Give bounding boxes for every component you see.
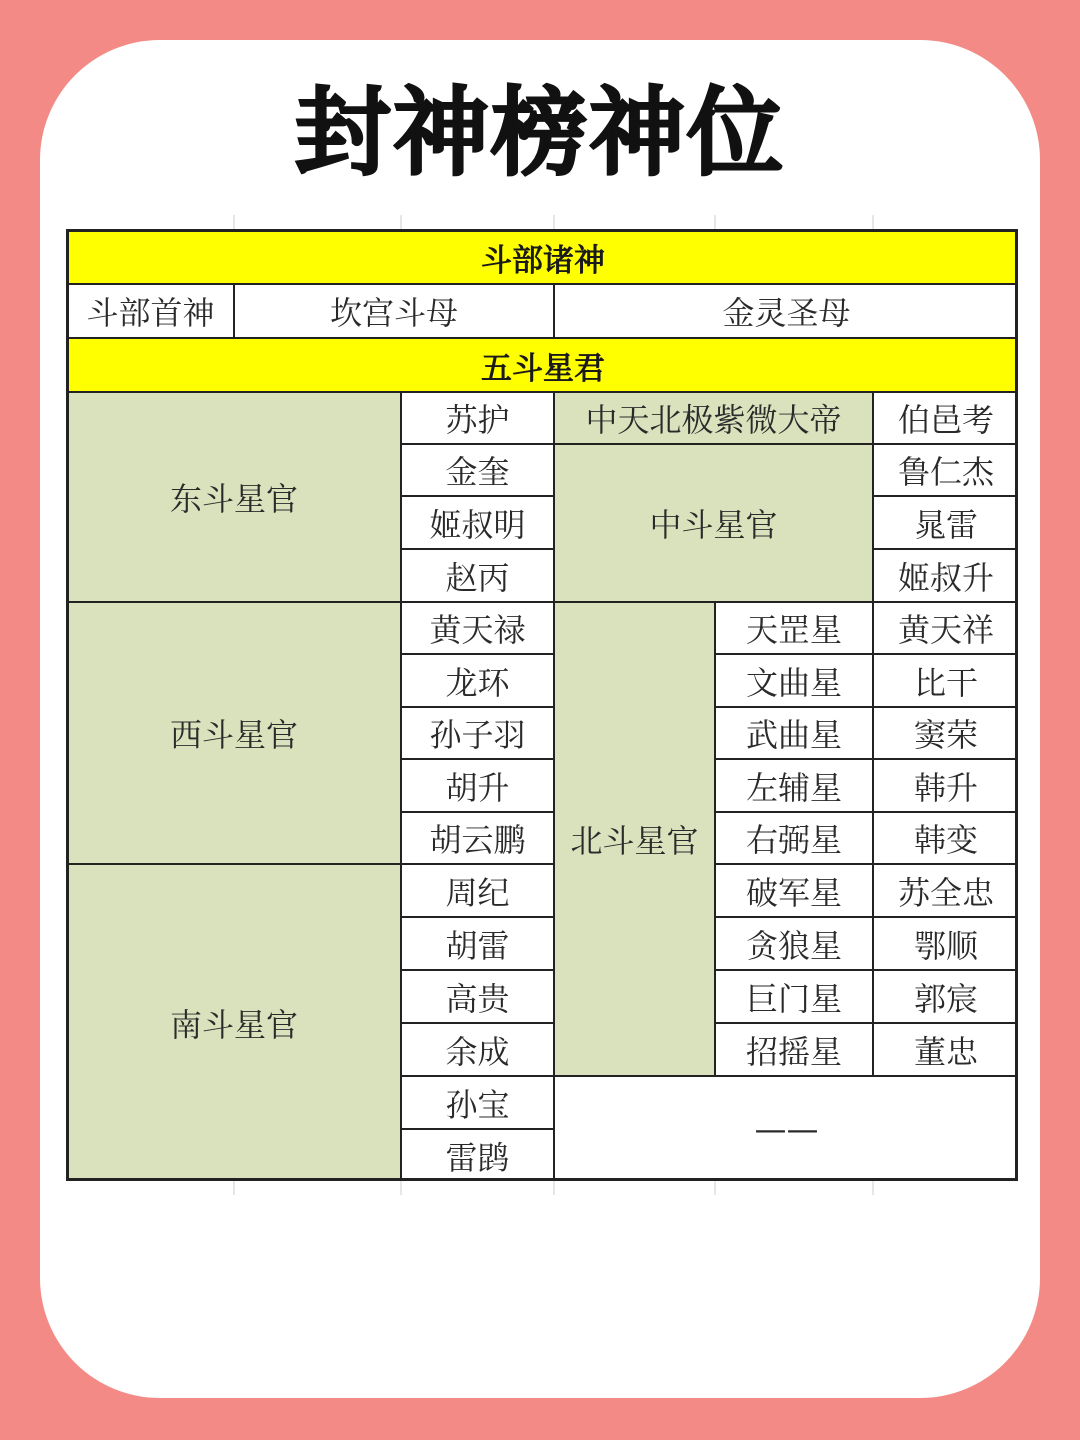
deity-name: 赵丙 xyxy=(400,548,553,601)
deity-name: 比干 xyxy=(872,653,1018,706)
deity-name: 孙宝 xyxy=(400,1075,553,1128)
deity-name: 高贵 xyxy=(400,969,553,1022)
deity-name: 姬叔明 xyxy=(400,495,553,548)
deity-name: 苏护 xyxy=(400,391,553,443)
header-doubu-zhushen: 斗部诸神 xyxy=(66,229,1018,283)
grid-stub xyxy=(553,1181,555,1195)
doubu-shoushen-label: 斗部首神 xyxy=(66,283,233,337)
deity-name: 胡升 xyxy=(400,758,553,811)
kangong-doumu-cell: 坎宫斗母 xyxy=(233,283,553,337)
group-beidou: 北斗星官 xyxy=(553,601,714,1075)
deity-name: 韩变 xyxy=(872,811,1018,863)
deity-name: 金奎 xyxy=(400,443,553,495)
star-name: 武曲星 xyxy=(714,706,872,758)
star-name: 巨门星 xyxy=(714,969,872,1022)
deity-name: 董忠 xyxy=(872,1022,1018,1075)
deity-name: 周纪 xyxy=(400,863,553,916)
star-name: 右弼星 xyxy=(714,811,872,863)
group-nandou: 南斗星官 xyxy=(66,863,400,1181)
star-name: 文曲星 xyxy=(714,653,872,706)
deity-name: 韩升 xyxy=(872,758,1018,811)
group-zhongdou: 中斗星官 xyxy=(553,443,872,601)
empty-placeholder-cell: —— xyxy=(553,1075,1018,1181)
deity-table xyxy=(66,229,1018,1181)
star-name: 招摇星 xyxy=(714,1022,872,1075)
deity-name: 龙环 xyxy=(400,653,553,706)
grid-stub xyxy=(553,215,555,229)
deity-name: 黄天祥 xyxy=(872,601,1018,653)
grid-stub xyxy=(233,215,235,229)
group-dongdou: 东斗星官 xyxy=(66,391,400,601)
zhongtian-beiji-ziwei-dadi: 中天北极紫微大帝 xyxy=(553,391,872,443)
group-xidou: 西斗星官 xyxy=(66,601,400,863)
deity-name: 苏全忠 xyxy=(872,863,1018,916)
deity-name: 黄天禄 xyxy=(400,601,553,653)
deity-name: 晁雷 xyxy=(872,495,1018,548)
deity-name: 郭宸 xyxy=(872,969,1018,1022)
deity-name: 窦荣 xyxy=(872,706,1018,758)
deity-name: 胡雷 xyxy=(400,916,553,969)
grid-stub xyxy=(400,215,402,229)
deity-name: 鲁仁杰 xyxy=(872,443,1018,495)
page-title: 封神榜神位 xyxy=(295,77,785,189)
grid-stub xyxy=(714,215,716,229)
deity-name: 余成 xyxy=(400,1022,553,1075)
grid-stub xyxy=(714,1181,716,1195)
star-name: 天罡星 xyxy=(714,601,872,653)
jinling-shengmu-cell: 金灵圣母 xyxy=(553,283,1018,337)
grid-stub xyxy=(400,1181,402,1195)
star-name: 破军星 xyxy=(714,863,872,916)
deity-name: 胡云鹏 xyxy=(400,811,553,863)
grid-stub xyxy=(872,215,874,229)
grid-stub xyxy=(233,1181,235,1195)
deity-name: 姬叔升 xyxy=(872,548,1018,601)
header-wudou-xingjun: 五斗星君 xyxy=(66,337,1018,391)
deity-name: 雷鹍 xyxy=(400,1128,553,1181)
deity-name: 鄂顺 xyxy=(872,916,1018,969)
grid-stub xyxy=(872,1181,874,1195)
deity-name: 孙子羽 xyxy=(400,706,553,758)
star-name: 贪狼星 xyxy=(714,916,872,969)
deity-name: 伯邑考 xyxy=(872,391,1018,443)
star-name: 左辅星 xyxy=(714,758,872,811)
